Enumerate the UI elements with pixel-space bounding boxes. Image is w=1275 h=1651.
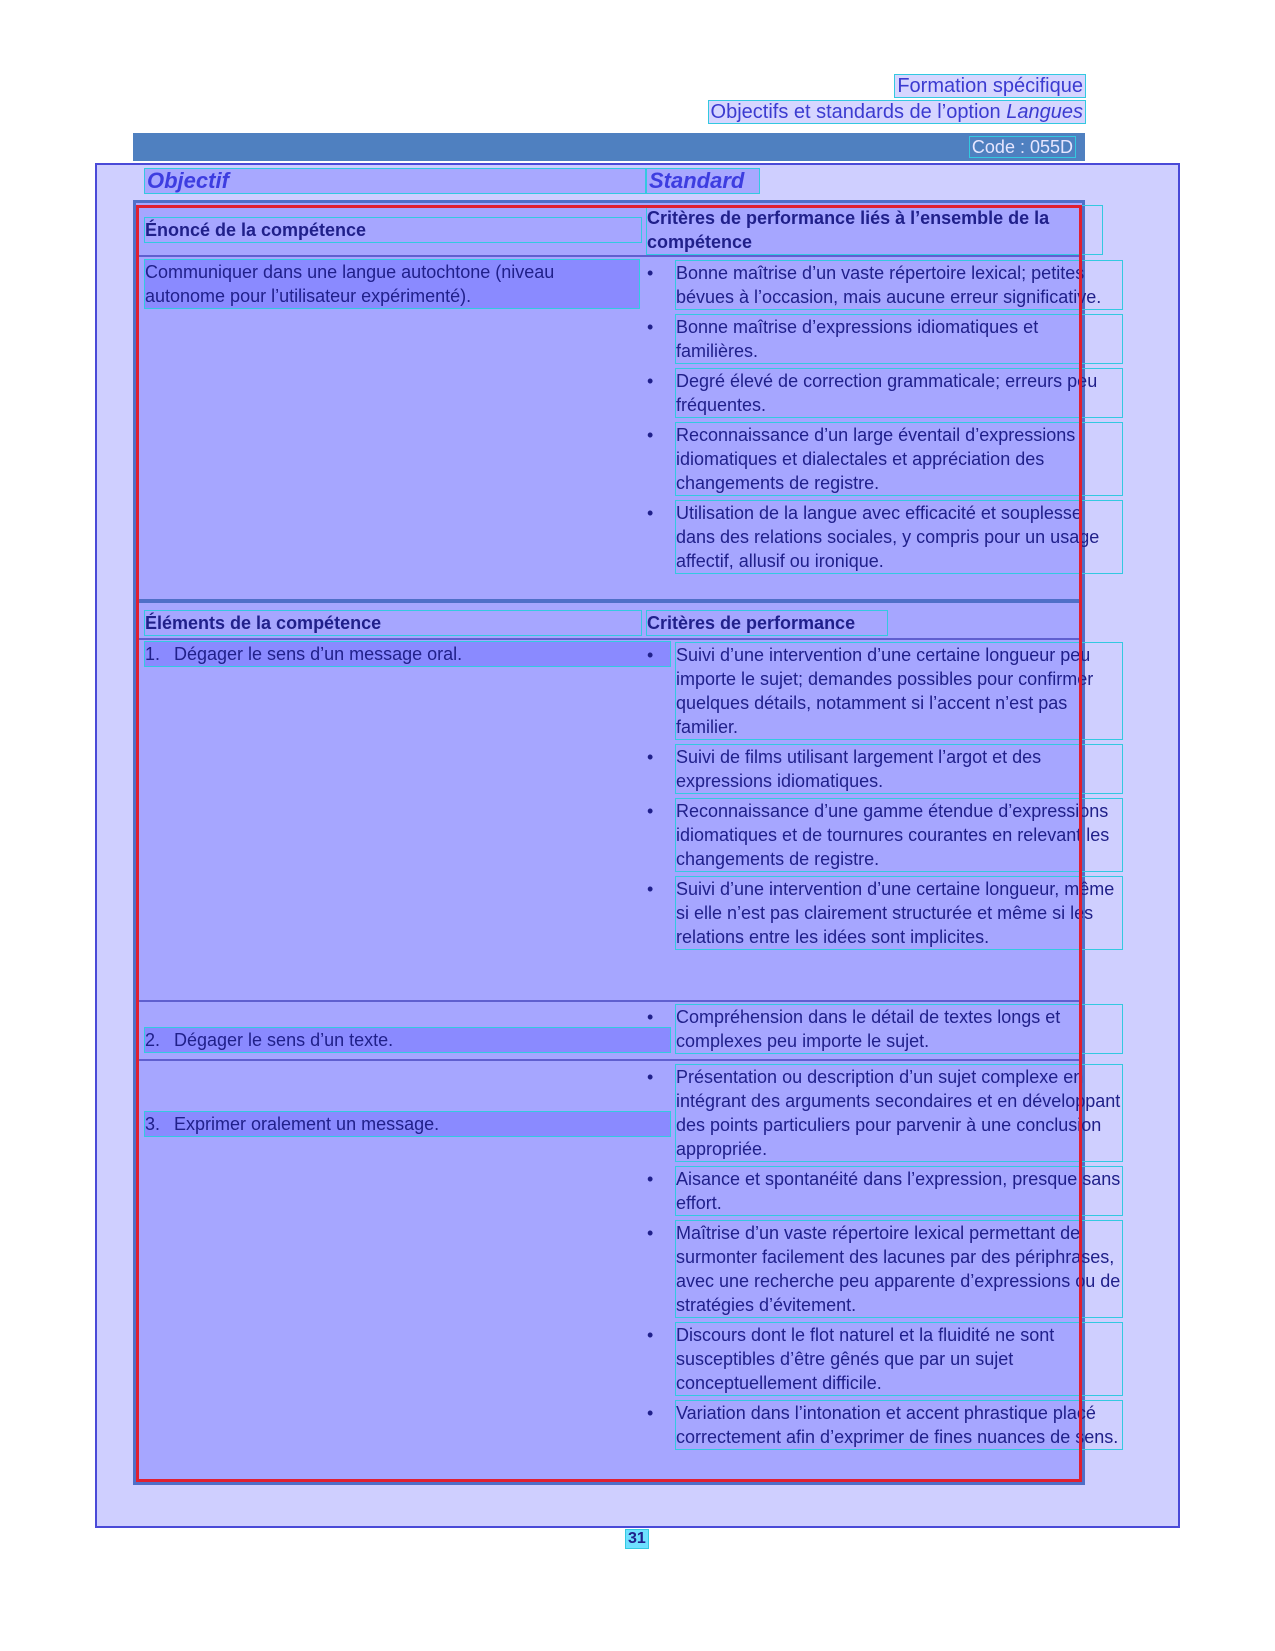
bullet-icon [647,1167,659,1191]
element-number: 3. [145,1114,161,1134]
row-divider [136,1059,1082,1061]
criterion-text: Variation dans l’intonation et accent phrastique placé correctement afin d’exprimer de fines nuances de sens. [676,1401,1122,1449]
enonce-title: Énoncé de la compétence [145,218,641,242]
elements-criteria-title: Critères de performance [647,611,887,635]
header-objectifs-prefix: Objectifs et standards de l’option [710,101,1007,123]
header-objectifs [709,101,1085,123]
bullet-icon [647,1323,659,1347]
code-bar [133,133,1085,161]
element-text: Dégager le sens d’un texte. [174,1030,394,1050]
section-divider [136,599,1082,603]
list-item [647,1167,1122,1215]
element-2-criteria [647,1005,1122,1059]
bullet-icon [647,423,659,447]
list-item [647,1005,1122,1053]
list-item [647,745,1122,793]
bullet-icon [647,1221,659,1245]
bullet-icon [647,799,659,823]
bullet-icon [647,877,659,901]
criterion-text: Reconnaissance d’une gamme étendue d’expressions idiomatiques et de tournures courantes en relevant les changements de registre. [676,799,1122,871]
element-1-criteria [647,643,1122,955]
row-divider [136,1000,1082,1002]
criterion-text: Bonne maîtrise d’un vaste répertoire lexical; petites bévues à l’occasion, mais aucune erreur significative. [676,261,1122,309]
column-header-objectif: Objectif [145,169,645,193]
row-divider [136,638,1082,640]
bullet-icon [647,745,659,769]
element-text: Exprimer oralement un message. [174,1114,440,1134]
list-item [647,501,1122,573]
bullet-icon [647,1401,659,1425]
enonce-criteria-title: Critères de performance liés à l’ensemble de la compétence [647,206,1102,254]
list-item [647,1323,1122,1395]
criterion-text: Degré élevé de correction grammaticale; erreurs peu fréquentes. [676,369,1122,417]
criterion-text: Utilisation de la langue avec efficacité et souplesse dans des relations sociales, y compris pour un usage affectif, allusif ou ironique. [676,501,1122,573]
criterion-text: Suivi d’une intervention d’une certaine longueur peu importe le sujet; demandes possibles pour confirmer quelques détails, notamment si l’accent n’est pas familier. [676,643,1122,739]
element-number: 1. [145,644,161,664]
criterion-text: Reconnaissance d’un large éventail d’expressions idiomatiques et dialectales et appréciation des changements de registre. [676,423,1122,495]
column-header-standard: Standard [647,169,759,193]
element-number: 2. [145,1030,161,1050]
criterion-text: Présentation ou description d’un sujet complexe en intégrant des arguments secondaires et en développant des points particuliers pour parvenir à une conclusion appropriée. [676,1067,1121,1159]
list-item [647,877,1122,949]
criterion-text: Maîtrise d’un vaste répertoire lexical permettant de surmonter facilement des lacunes par des périphrases, avec une recherche peu apparente d’expressions ou de stratégies d’évitement. [676,1223,1121,1315]
bullet-icon [647,1065,659,1089]
list-item [647,1065,1122,1161]
list-item [647,423,1122,495]
element-3-label [145,1112,670,1136]
row-divider [136,255,1082,257]
elements-title: Éléments de la compétence [145,611,641,635]
list-item [647,261,1122,309]
bullet-icon [647,643,659,667]
bullet-icon [647,315,659,339]
code-label: Code : 055D [971,137,1073,157]
bullet-icon [647,261,659,285]
criterion-text: Bonne maîtrise d’expressions idiomatiques et familières. [676,315,1122,363]
page-number: 31 [628,1530,646,1547]
bullet-icon [647,501,659,525]
criterion-text: Aisance et spontanéité dans l’expression, presque sans effort. [676,1169,1121,1213]
list-item [647,1221,1122,1317]
list-item [647,315,1122,363]
list-item [647,369,1122,417]
criterion-text: Discours dont le flot naturel et la fluidité ne sont susceptibles d’être gênés que par un sujet conceptuellement difficile. [676,1323,1122,1395]
criterion-text: Suivi de films utilisant largement l’argot et des expressions idiomatiques. [676,745,1122,793]
criterion-text: Suivi d’une intervention d’une certaine longueur, même si elle n’est pas clairement structurée et même si les relations entre les idées sont implicites. [676,877,1122,949]
list-item [647,1401,1122,1449]
element-1-label [145,642,670,666]
element-2-label [145,1028,670,1052]
competence-statement: Communiquer dans une langue autochtone (niveau autonome pour l’utilisateur expérimenté). [145,260,639,308]
bullet-icon [647,369,659,393]
list-item [647,799,1122,871]
element-text: Dégager le sens d’un message oral. [174,644,463,664]
header-objectifs-italic: Langues [1006,101,1083,123]
header-formation: Formation spécifique [897,75,1083,97]
bullet-icon [647,1005,659,1029]
element-3-criteria [647,1065,1122,1455]
list-item [647,643,1122,739]
enonce-criteria-list [647,261,1122,579]
criterion-text: Compréhension dans le détail de textes longs et complexes peu importe le sujet. [676,1005,1122,1053]
